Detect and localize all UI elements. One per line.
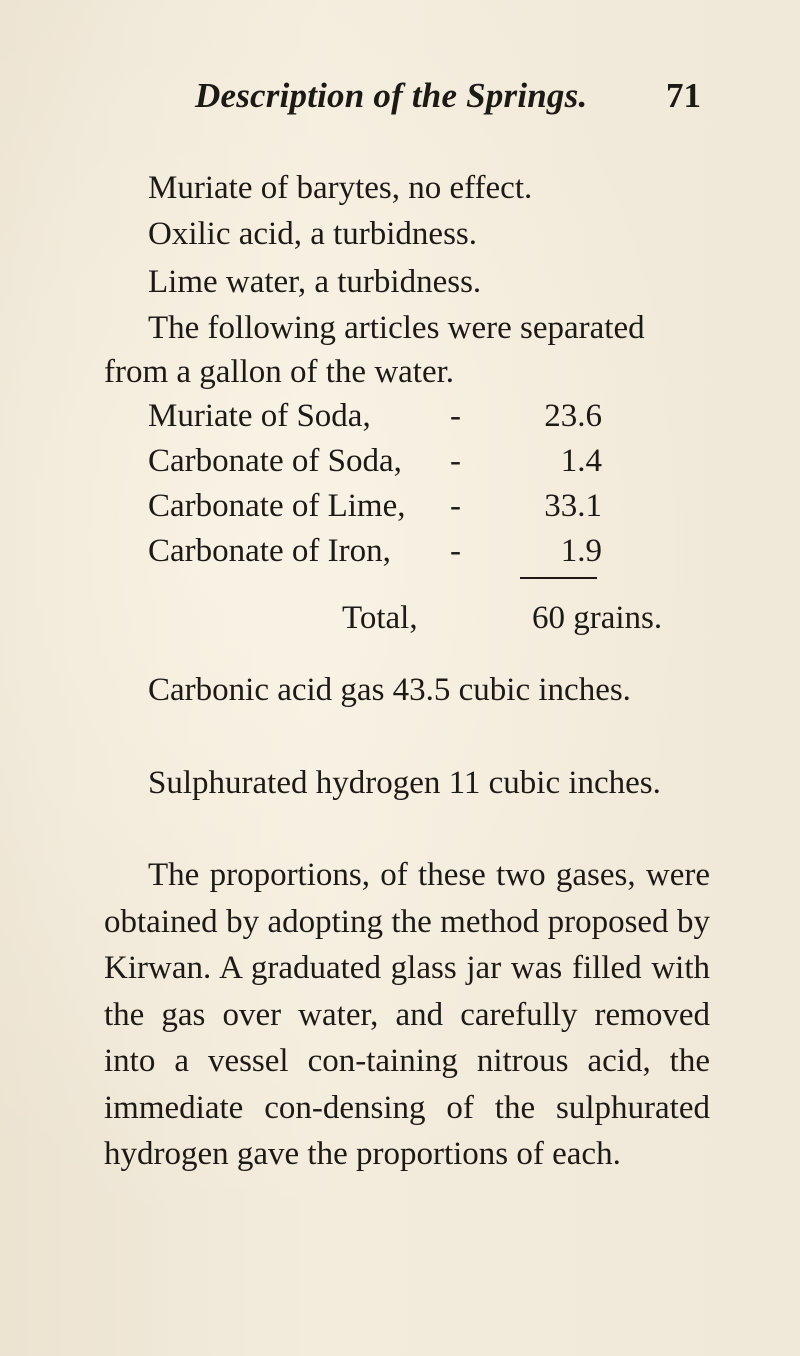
carbonic-acid-line: Carbonic acid gas 43.5 cubic inches. (148, 672, 631, 708)
grain-value: 1.4 (560, 443, 602, 479)
table-row (148, 396, 668, 441)
leader-dash: - (450, 488, 461, 524)
total-rule (520, 577, 597, 579)
total-value: 60 grains. (532, 600, 663, 636)
text-line: The following articles were separated (148, 310, 645, 346)
grain-value: 33.1 (544, 488, 602, 524)
substance-name: Carbonate of Iron, (148, 533, 391, 569)
text-line: Oxilic acid, a turbidness. (148, 216, 478, 252)
table-row (148, 486, 668, 531)
grain-value: 23.6 (544, 398, 602, 434)
table-row (148, 531, 668, 576)
analysis-table (148, 396, 668, 576)
leader-dash: - (450, 533, 461, 569)
text-line: Lime water, a turbidness. (148, 264, 482, 300)
total-label: Total, (342, 600, 418, 636)
substance-name: Muriate of Soda, (148, 398, 371, 434)
text-line: Muriate of barytes, no effect. (148, 170, 533, 206)
leader-dash: - (450, 443, 461, 479)
substance-name: Carbonate of Soda, (148, 443, 402, 479)
text-line: from a gallon of the water. (104, 354, 455, 390)
running-head: Description of the Springs. (195, 76, 588, 115)
leader-dash: - (450, 398, 461, 434)
page-header (0, 76, 800, 126)
body-paragraph: The proportions, of these two gases, were obtained by adopting the method proposed by Kirwan. A graduated glass jar was filled with the gas over water, and carefully removed into a vessel con-taining nitrous acid, the immediate con-densing of the sulphurated hydrogen gave the proportions of each. (104, 857, 710, 1172)
grain-value: 1.9 (560, 533, 602, 569)
page-number: 71 (666, 76, 701, 115)
substance-name: Carbonate of Lime, (148, 488, 406, 524)
table-row (148, 441, 668, 486)
sulphurated-hydrogen-line: Sulphurated hydrogen 11 cubic inches. (148, 765, 661, 801)
